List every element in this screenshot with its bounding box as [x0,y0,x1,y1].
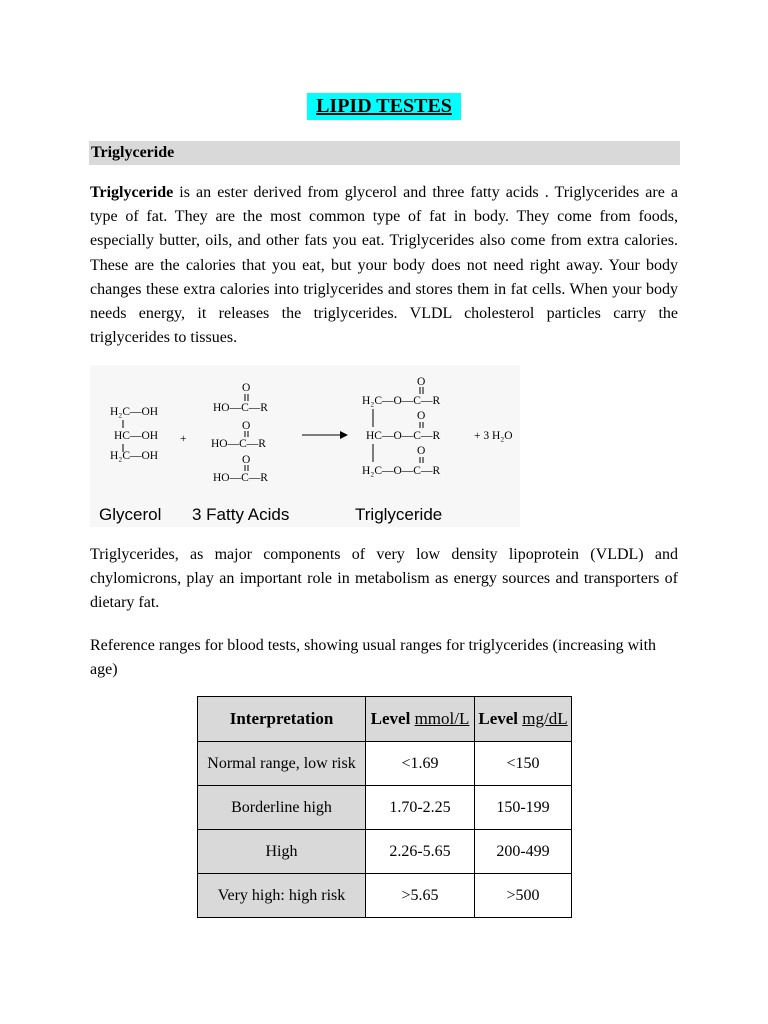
glycerol-line-2: HC—OH [114,430,159,442]
intro-term: Triglyceride [90,184,174,201]
header-unit-mmol: mmol/L [414,709,470,728]
cell-mg: 200-499 [475,830,572,874]
table-row [198,874,572,918]
fatty-acid-3: HO—C—R [213,472,268,484]
cell-mmol: 1.70-2.25 [366,786,475,830]
fatty-acid-1: HO—C—R [213,402,268,414]
header-level-mg [475,697,572,742]
section-heading: Triglyceride [89,141,680,165]
header-level-label: Level [370,709,411,728]
cell-mg: >500 [475,874,572,918]
table-row [198,786,572,830]
fatty-acid-oxygen-1: O [242,382,251,394]
label-glycerol: Glycerol [99,505,162,524]
tg-oxygen-2: O [417,410,426,422]
plus-sign: + [180,433,187,445]
table-header-row [198,697,572,742]
cell-interpretation: Very high: high risk [198,874,366,918]
triglyceride-formation-figure [90,365,520,527]
header-level-label: Level [478,709,519,728]
fatty-acid-2: HO—C—R [211,438,266,450]
tg-line-2: HC—O—C—R [366,430,441,442]
table-row [198,830,572,874]
cell-interpretation: High [198,830,366,874]
tg-line-3: H₂C—O—C—R [362,465,441,477]
fatty-acid-oxygen-2: O [242,420,251,432]
tg-oxygen-1: O [417,376,426,388]
reference-intro-paragraph: Reference ranges for blood tests, showing usual ranges for triglycerides (increasing with age) [90,637,657,679]
table-row [198,742,572,786]
reaction-diagram [90,365,520,527]
cell-interpretation: Borderline high [198,786,366,830]
cell-mg: 150-199 [475,786,572,830]
header-level-mmol [366,697,475,742]
cell-mmol: 2.26-5.65 [366,830,475,874]
cell-mmol: <1.69 [366,742,475,786]
cell-mg: <150 [475,742,572,786]
reference-ranges-table [197,696,572,918]
page-title: LIPID TESTES [307,93,461,120]
cell-interpretation: Normal range, low risk [198,742,366,786]
header-unit-mg: mg/dL [522,709,568,728]
label-fatty-acids: 3 Fatty Acids [192,505,290,524]
glycerol-line-3: H₂C—OH [110,450,159,462]
water-product: + 3 H₂O [474,430,513,442]
intro-paragraph [90,181,678,350]
tg-oxygen-3: O [417,445,426,457]
glycerol-line-1: H₂C—OH [110,406,159,418]
intro-text: is an ester derived from glycerol and three fatty acids . Triglycerides are a type of fat. They are the most common type of fat in body. They come from foods, especially butter, oils, and other fats you eat. Triglycerides also come from extra calories. These are the calories that you eat, but your body does not need right away. Your body changes these extra calories into triglycerides and stores them in fat cells. When your body needs energy, it releases the triglycerides. VLDL cholesterol particles carry the triglycerides to tissues. [90,184,678,347]
tg-line-1: H₂C—O—C—R [362,395,441,407]
cell-mmol: >5.65 [366,874,475,918]
label-triglyceride: Triglyceride [355,505,443,524]
header-interpretation: Interpretation [198,697,366,742]
components-paragraph: Triglycerides, as major components of very low density lipoprotein (VLDL) and chylomicrons, play an important role in metabolism as energy sources and transporters of dietary fat. [90,546,678,612]
fatty-acid-oxygen-3: O [242,454,251,466]
